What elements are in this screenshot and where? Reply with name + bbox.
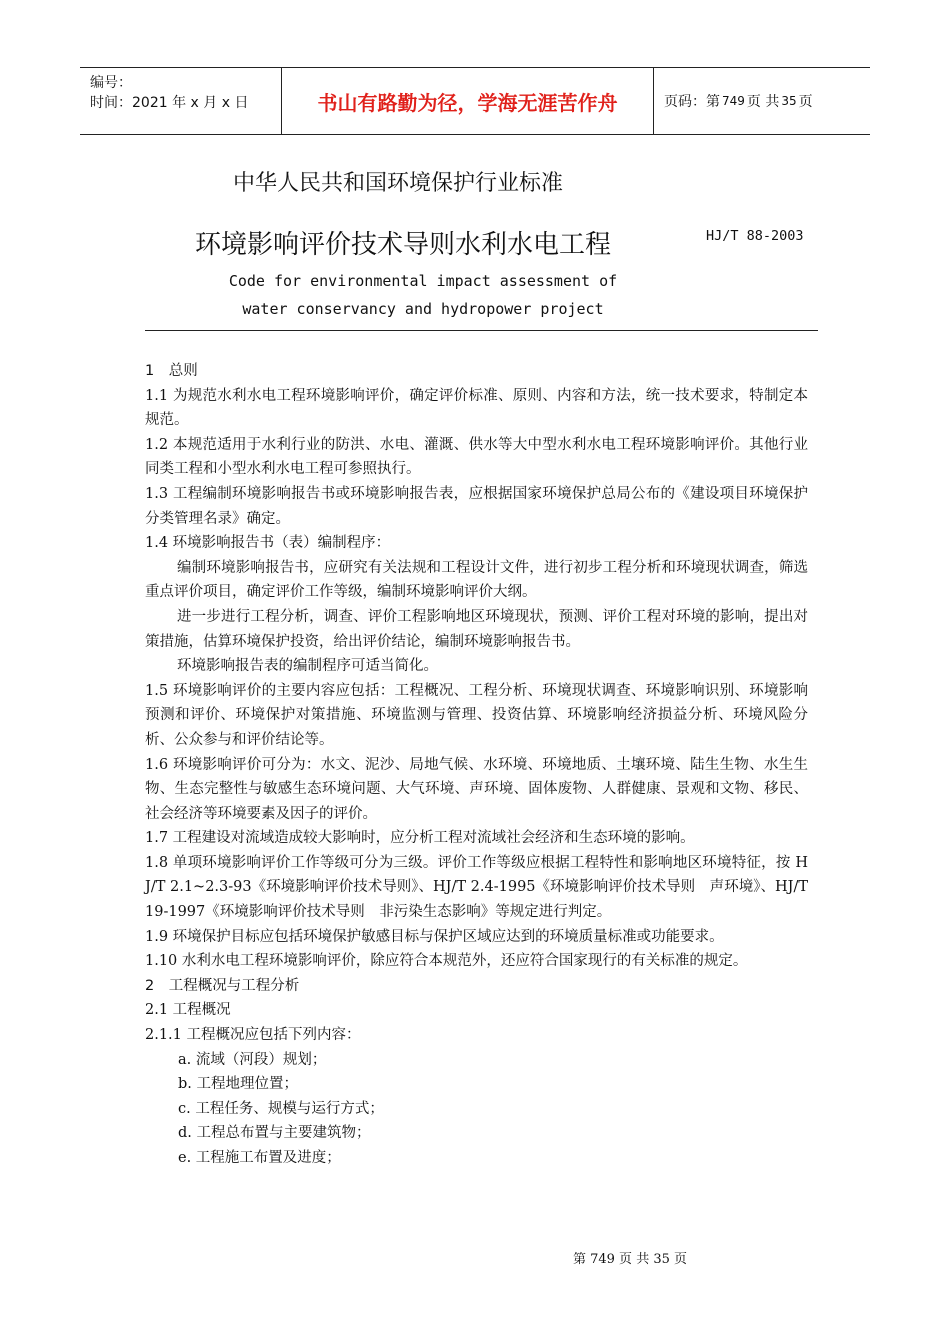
- page-footer: 第 749 页 共 35 页: [572, 1252, 688, 1267]
- motto: 书山有路勤为径，学海无涯苦作舟: [281, 68, 654, 134]
- page-total: 35: [781, 94, 797, 108]
- list-item: e. 工程施工布置及进度；: [178, 1150, 341, 1166]
- list-item: c. 工程任务、规模与运行方式；: [178, 1100, 384, 1117]
- paragraph: 1.4 环境影响报告书（表）编制程序：: [145, 535, 391, 552]
- list-item: d. 工程总布置与主要建筑物；: [178, 1125, 371, 1142]
- standard-title: 中华人民共和国环境保护行业标准: [233, 171, 564, 196]
- english-title-line-1: Code for environmental impact assessment of: [228, 272, 618, 290]
- indented-paragraph: 编制环境影响报告书，应研究有关法规和工程设计文件，进行初步工程分析和环境现状调查，筛选重点评价项目，确定评价工作等级，编制环境影响评价大纲。: [145, 559, 808, 601]
- english-title-line-2: water conservancy and hydropower project: [242, 300, 604, 318]
- header-table: [80, 67, 870, 135]
- date-line: 时间：2021 年 x 月 x 日: [90, 95, 249, 111]
- indented-paragraph: 进一步进行工程分析，调查、评价工程影响地区环境现状，预测、评价工程对环境的影响，提出对策措施，估算环境保护投资，给出评价结论，编制环境影响报告书。: [145, 608, 808, 650]
- number-label: 编号：: [90, 75, 132, 91]
- paragraph: 1.5 环境影响评价的主要内容应包括：工程概况、工程分析、环境现状调查、环境影响识别、环境影响预测和评价、环境保护对策措施、环境监测与管理、投资估算、环境影响经济损益分析、环境风险分析、公众参与和评价结论等。: [145, 682, 808, 748]
- page-prefix: 页码：第: [664, 94, 720, 110]
- paragraph: 1.3 工程编制环境影响报告书或环境影响报告表，应根据国家环境保护总局公布的《建设项目环境保护分类管理名录》确定。: [145, 485, 808, 527]
- paragraph: 1.2 本规范适用于水利行业的防洪、水电、灌溉、供水等大中型水利水电工程环境影响评价。其他行业同类工程和小型水利水电工程可参照执行。: [145, 436, 808, 478]
- paragraph: 1.7 工程建设对流域造成较大影响时，应分析工程对流域社会经济和生态环境的影响。: [145, 830, 695, 847]
- paragraph: 1.8 单项环境影响评价工作等级可分为三级。评价工作等级应根据工程特性和影响地区环境特征，按 HJ/T 2.1~2.3-93《环境影响评价技术导则》、HJ/T 2.4-1995《环境影响评价技术导则 声环境》、HJ/T 19-1997《环境影响评价技术导则 非污染生态影响》等规定进行判定。: [145, 854, 808, 921]
- title-divider: [145, 330, 818, 331]
- list-item: b. 工程地理位置；: [178, 1076, 298, 1093]
- paragraph: 2.1.1 工程概况应包括下列内容：: [145, 1027, 361, 1044]
- list-item: a. 流域（河段）规划；: [178, 1051, 327, 1068]
- paragraph: 2.1 工程概况: [145, 1002, 231, 1019]
- section-heading: 1 总则: [145, 363, 198, 379]
- document-body: [145, 359, 808, 1171]
- document-title: 环境影响评价技术导则水利水电工程: [195, 230, 612, 260]
- page-suffix: 页: [798, 94, 813, 110]
- section-heading: 2 工程概况与工程分析: [145, 977, 300, 994]
- page-number: 749: [722, 94, 745, 108]
- paragraph: 1.6 环境影响评价可分为：水文、泥沙、局地气候、水环境、环境地质、土壤环境、陆生生物、水生生物、生态完整性与敏感生态环境问题、大气环境、声环境、固体废物、人群健康、景观和文物、移民、社会经济等环境要素及因子的评价。: [145, 756, 808, 822]
- paragraph: 1.10 水利水电工程环境影响评价，除应符合本规范外，还应符合国家现行的有关标准的规定。: [145, 953, 748, 970]
- indented-paragraph: 环境影响报告表的编制程序可适当简化。: [177, 658, 438, 675]
- page-info: [654, 68, 870, 134]
- paragraph: 1.1 为规范水利水电工程环境影响评价，确定评价标准、原则、内容和方法，统一技术要求，特制定本规范。: [145, 387, 808, 429]
- standard-code: HJ/T 88-2003: [706, 228, 804, 244]
- page-mid: 页 共: [746, 94, 780, 110]
- paragraph: 1.9 环境保护目标应包括环境保护敏感目标与保护区域应达到的环境质量标准或功能要求。: [145, 928, 724, 945]
- header-left-cell: [80, 68, 281, 134]
